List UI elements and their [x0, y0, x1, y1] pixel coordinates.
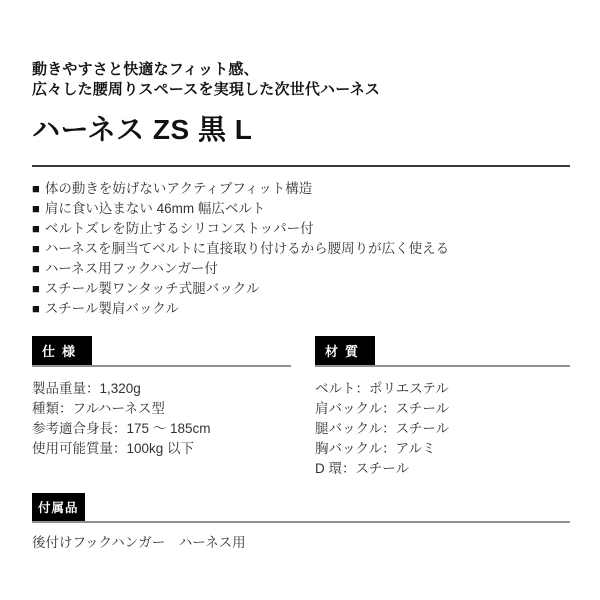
feature-text: ハーネス用フックハンガー付	[44, 260, 218, 276]
feature-text: ベルトズレを防止するシリコンストッパー付	[44, 220, 314, 236]
material-row: 肩バックル：スチール	[315, 400, 450, 416]
material-row: D 環：スチール	[315, 460, 409, 476]
material-row: 腿バックル：スチール	[315, 420, 450, 436]
material-row: ベルト：ポリエステル	[315, 380, 449, 396]
feature-item	[32, 279, 570, 299]
bullet-square-icon: ■	[32, 220, 40, 236]
material-section-label: 材質	[315, 336, 375, 365]
feature-list	[32, 179, 570, 319]
feature-text: 体の動きを妨げないアクティブフィット構造	[44, 180, 313, 196]
material-section-header	[315, 336, 570, 367]
accessories-section-body	[32, 533, 570, 553]
spec-row: 参考適合身長：175 ～ 185cm	[32, 420, 211, 436]
feature-item	[32, 219, 570, 239]
spec-section-label: 仕様	[32, 336, 92, 365]
bullet-square-icon: ■	[32, 280, 40, 296]
tagline-line-2: 広々した腰周りスペースを実現した次世代ハーネス	[32, 80, 381, 98]
spec-section	[32, 336, 291, 479]
spec-material-columns	[32, 336, 570, 479]
feature-item	[32, 259, 570, 279]
product-title: ハーネス ZS 黒 L	[32, 114, 253, 145]
feature-item	[32, 239, 570, 259]
accessories-section-label: 付属品	[32, 493, 85, 521]
spec-row: 製品重量：1,320g	[32, 380, 141, 396]
product-tagline	[32, 60, 570, 99]
accessories-section	[32, 493, 570, 553]
material-row: 胸バックル：アルミ	[315, 440, 436, 456]
bullet-square-icon: ■	[32, 240, 40, 256]
feature-text: スチール製肩バックル	[44, 300, 179, 316]
feature-item	[32, 199, 570, 219]
feature-text: ハーネスを胴当てベルトに直接取り付けるから腰周りが広く使える	[44, 240, 450, 256]
material-section-body	[315, 379, 570, 479]
bullet-square-icon: ■	[32, 300, 40, 316]
feature-item	[32, 299, 570, 319]
bullet-square-icon: ■	[32, 180, 40, 196]
bullet-square-icon: ■	[32, 200, 40, 216]
feature-text: 肩に食い込まない 46mm 幅広ベルト	[44, 200, 266, 216]
accessories-section-header	[32, 493, 570, 523]
feature-item	[32, 179, 570, 199]
title-divider	[32, 165, 570, 167]
bullet-square-icon: ■	[32, 260, 40, 276]
spec-section-body	[32, 379, 291, 459]
spec-row: 使用可能質量：100kg 以下	[32, 440, 195, 456]
accessory-row: 後付けフックハンガー ハーネス用	[32, 534, 246, 550]
feature-text: スチール製ワンタッチ式腿バックル	[44, 280, 260, 296]
spec-row: 種類：フルハーネス型	[32, 400, 165, 416]
material-section	[315, 336, 570, 479]
tagline-line-1: 動きやすさと快適なフィット感、	[32, 61, 259, 78]
spec-section-header	[32, 336, 291, 367]
